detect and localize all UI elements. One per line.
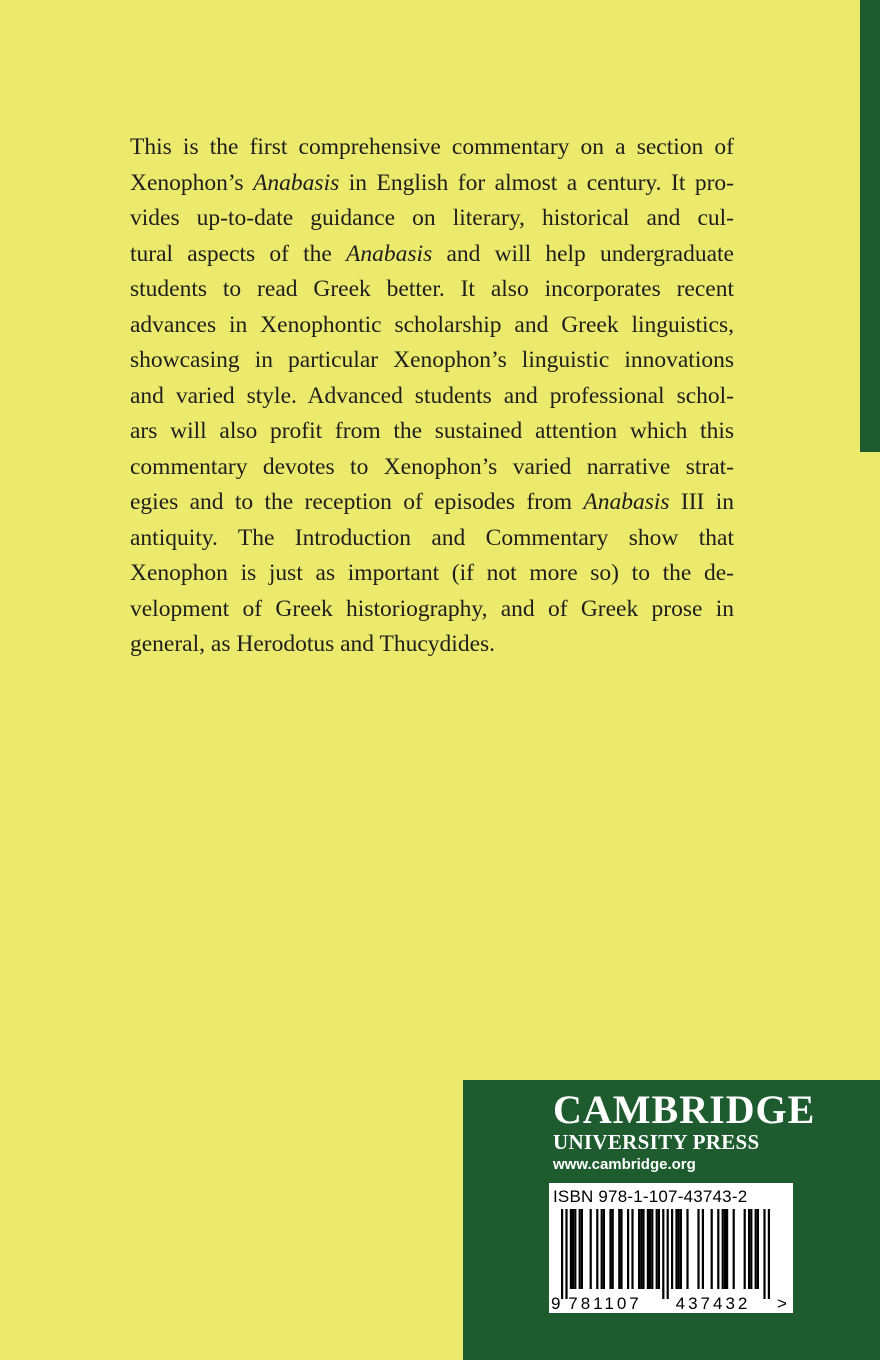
barcode-bar: [640, 1209, 642, 1289]
barcode-lead-digit: 9: [551, 1294, 561, 1313]
barcode-bar: [570, 1209, 572, 1289]
barcode-bar: [757, 1209, 759, 1289]
barcode-guard-bar: [565, 1209, 567, 1299]
back-cover-blurb: [130, 130, 734, 663]
barcode-bar: [755, 1209, 757, 1289]
barcode-box: [549, 1183, 793, 1313]
barcode-quiet-mark: >: [777, 1294, 787, 1313]
barcode-guard-bar: [768, 1209, 770, 1299]
blurb-line: students to read Greek better. It also incorporates recent: [130, 276, 734, 302]
italic-title: Anabasis: [583, 489, 670, 515]
barcode-bar: [581, 1209, 583, 1289]
italic-title: Anabasis: [346, 240, 433, 267]
barcode-bar: [579, 1209, 581, 1289]
barcode-bar: [631, 1209, 633, 1289]
barcode-bar: [680, 1209, 682, 1289]
barcode-bar: [750, 1209, 752, 1289]
blurb-line: Xenophon’s Anabasis in English for almost a century. It pro-: [130, 169, 734, 196]
barcode-bar: [658, 1209, 660, 1289]
barcode-guard-bar: [561, 1209, 563, 1299]
barcode-bar: [697, 1209, 699, 1289]
blurb-line: and varied style. Advanced students and professional schol-: [130, 382, 734, 409]
barcode-bar: [601, 1209, 603, 1289]
barcode-guard-bar: [662, 1209, 664, 1299]
barcode-bar: [627, 1209, 629, 1289]
publisher-subtitle: UNIVERSITY PRESS: [553, 1130, 760, 1154]
blurb-line: This is the first comprehensive commentary on a section of: [130, 134, 734, 160]
blurb-line: commentary devotes to Xenophon’s varied narrative strat-: [130, 453, 734, 480]
blurb-line: velopment of Greek historiography, and of Greek prose in: [130, 595, 734, 622]
blurb-line: advances in Xenophontic scholarship and Greek linguistics,: [130, 311, 734, 338]
barcode-bars: [561, 1209, 770, 1299]
barcode-bar: [711, 1209, 713, 1289]
barcode-bar: [726, 1209, 728, 1289]
blurb-line: tural aspects of the Anabasis and will help undergraduate: [130, 240, 734, 267]
publisher-block: [463, 1080, 880, 1360]
barcode-bar: [609, 1209, 611, 1289]
blurb-line: showcasing in particular Xenophon’s linguistic innovations: [130, 347, 734, 373]
barcode-bar: [724, 1209, 726, 1289]
barcode-bar: [642, 1209, 644, 1289]
blurb-line: ars will also profit from the sustained attention which this: [130, 418, 734, 444]
barcode-bar: [678, 1209, 680, 1289]
barcode-bar: [733, 1209, 735, 1289]
barcode-bar: [574, 1209, 576, 1289]
blurb-line: antiquity. The Introduction and Commentary show that: [130, 524, 734, 551]
barcode-bar: [651, 1209, 653, 1289]
publisher-url[interactable]: www.cambridge.org: [553, 1156, 696, 1173]
barcode-bar: [638, 1209, 640, 1289]
barcode-bar: [748, 1209, 750, 1289]
barcode-bar: [618, 1209, 620, 1289]
barcode-bar: [722, 1209, 724, 1289]
barcode-bar: [647, 1209, 649, 1289]
isbn-label: ISBN 978-1-107-43743-2: [553, 1187, 748, 1206]
barcode-bar: [649, 1209, 651, 1289]
barcode-bar: [671, 1209, 673, 1289]
barcode-bar: [596, 1209, 598, 1289]
barcode-bar: [675, 1209, 677, 1289]
barcode-bar: [686, 1209, 688, 1289]
barcode-guard-bar: [667, 1209, 669, 1299]
barcode-bar: [572, 1209, 574, 1289]
barcode-bar: [590, 1209, 592, 1289]
barcode-guard-bar: [763, 1209, 765, 1299]
blurb-line: general, as Herodotus and Thucydides.: [130, 631, 496, 657]
blurb-line: vides up-to-date guidance on literary, historical and cul-: [130, 205, 734, 231]
barcode-bar: [603, 1209, 605, 1289]
italic-title: Anabasis: [253, 169, 340, 196]
barcode-right-digits: 437432: [675, 1294, 751, 1313]
blurb-line: egies and to the reception of episodes from Anabasis III in: [130, 489, 734, 515]
barcode-bar: [717, 1209, 719, 1289]
barcode-bar: [612, 1209, 614, 1289]
barcode-bar: [656, 1209, 658, 1289]
publisher-name: CAMBRIDGE: [553, 1087, 816, 1132]
barcode-bar: [620, 1209, 622, 1289]
blurb-line: Xenophon is just as important (if not more so) to the de-: [130, 560, 734, 586]
barcode-bar: [702, 1209, 704, 1289]
barcode-bar: [744, 1209, 746, 1289]
barcode: [549, 1209, 793, 1313]
barcode-left-digits: 781107: [568, 1294, 642, 1313]
spine-green-bar: [860, 0, 880, 452]
